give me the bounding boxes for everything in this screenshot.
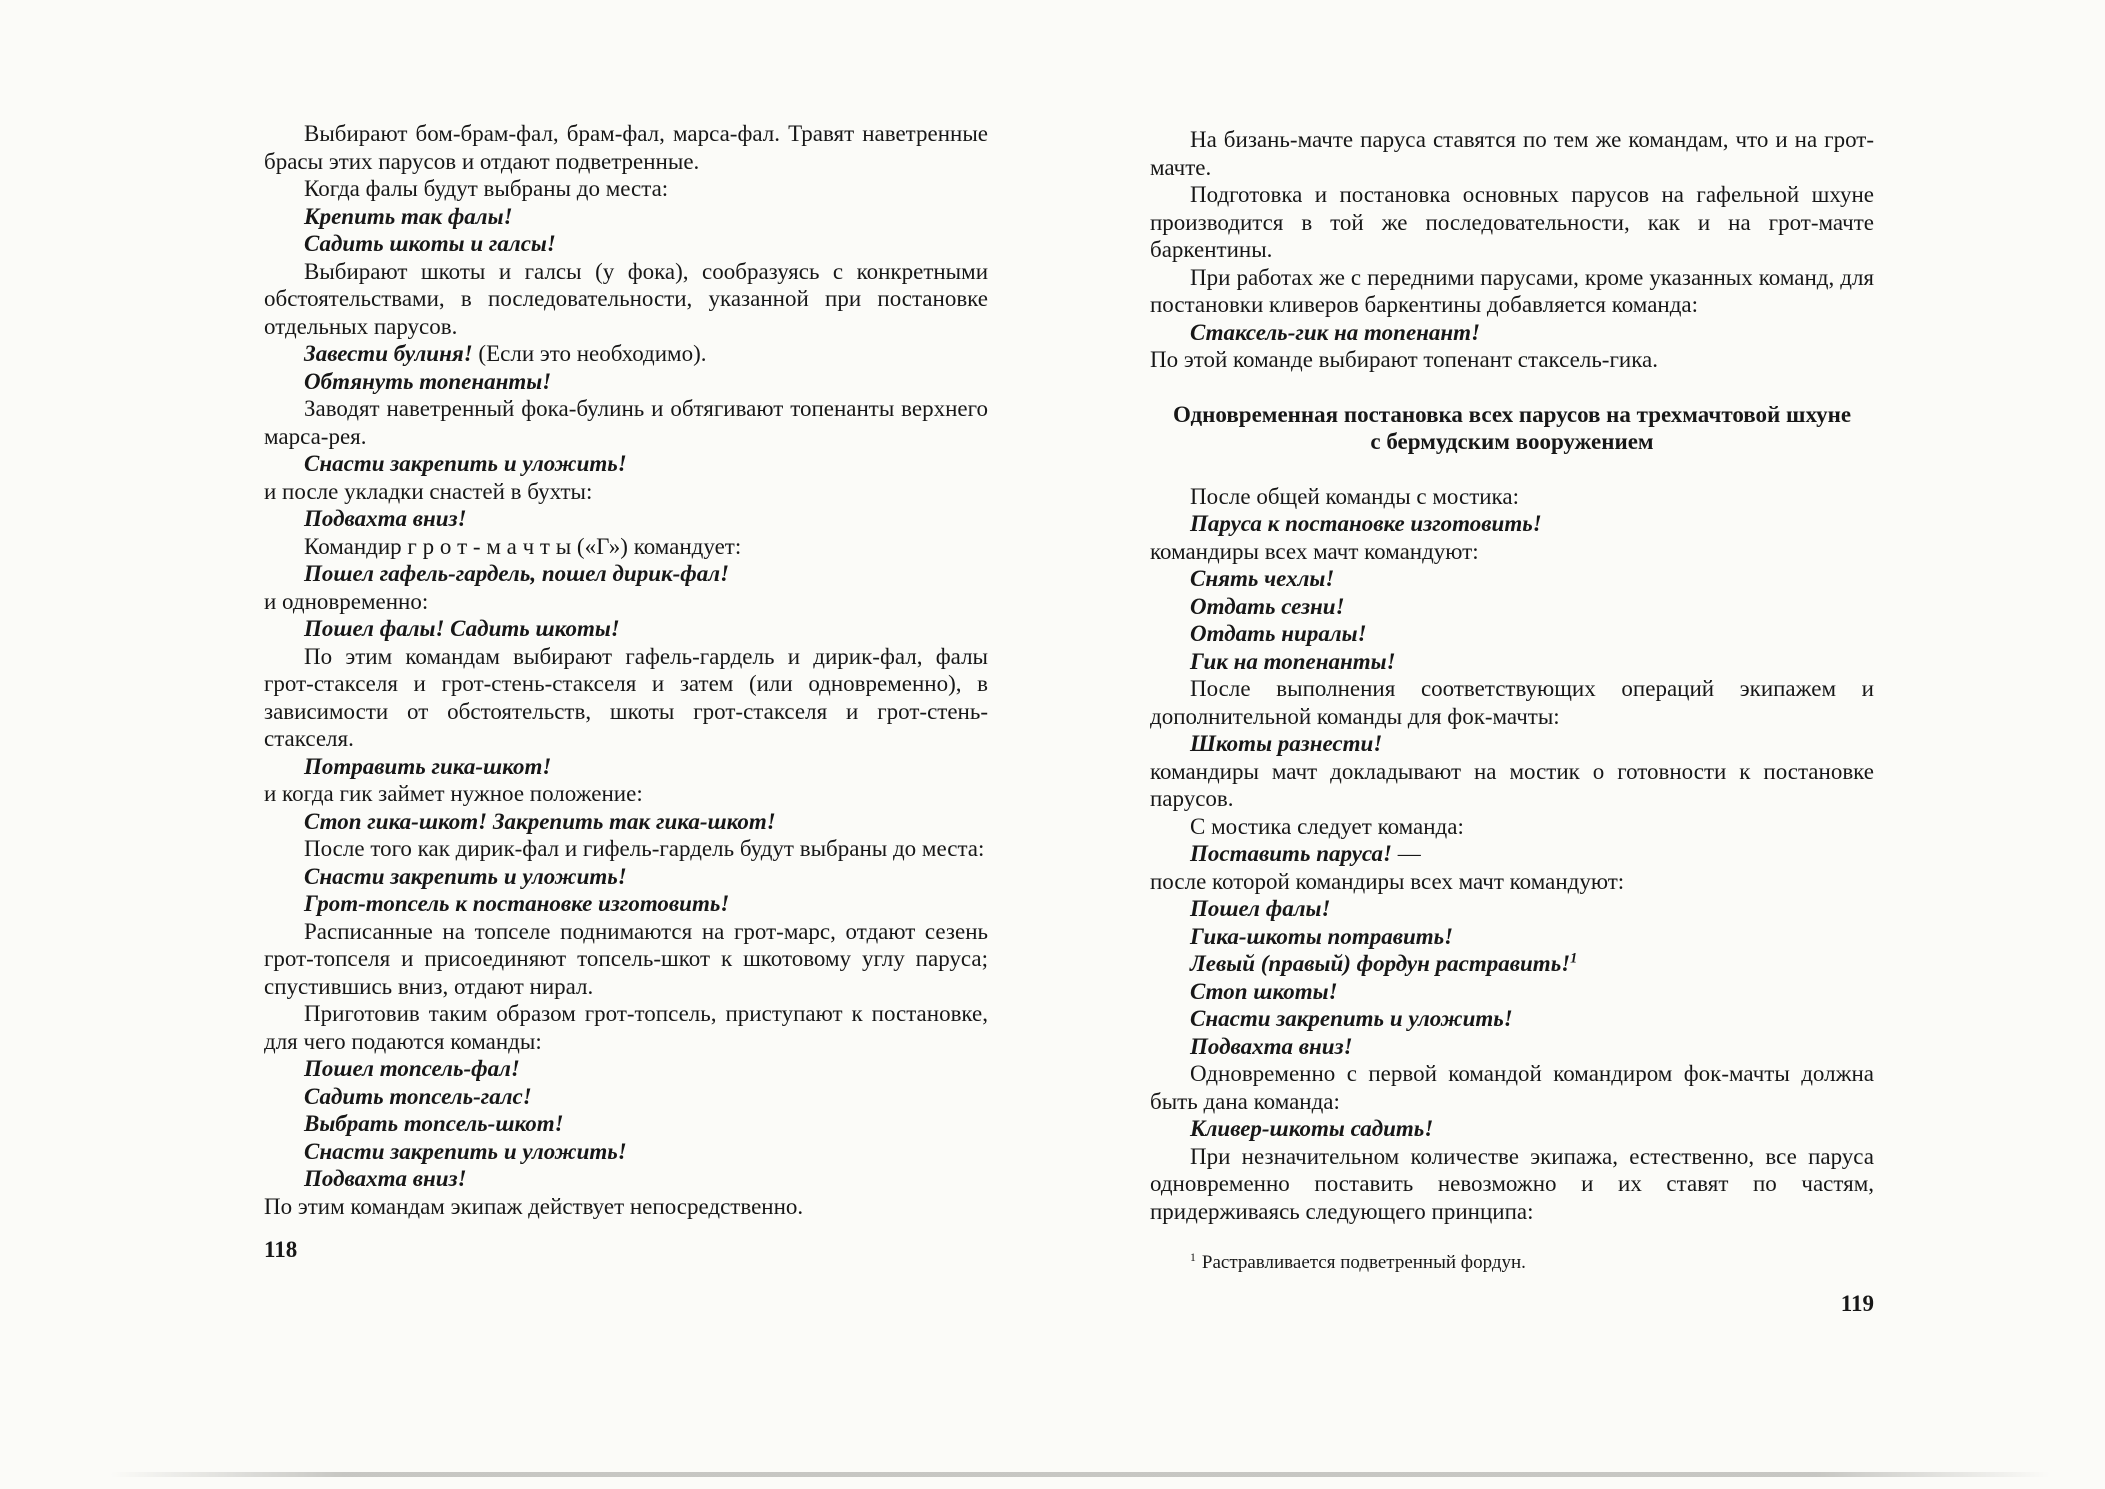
command-line: Завести булиня! (Если это необходимо). xyxy=(304,341,707,366)
page-right-text xyxy=(1150,126,1874,1225)
section-heading: Одновременная постановка всех парусов на трехмачтовой шхуне с бермудским вооружением xyxy=(1172,401,1852,454)
command-line: Потравить гика-шкот! xyxy=(304,753,552,779)
command-line: Поставить паруса! — xyxy=(1190,841,1421,866)
page-right-column xyxy=(1150,126,1874,1318)
command-line: Выбрать топсель-шкот! xyxy=(304,1111,564,1136)
command-line: Снасти закрепить и уложить! xyxy=(1190,1006,1513,1031)
body-paragraph: Приготовив таким образом грот-топсель, приступают к постановке, для чего подаются команды: xyxy=(264,1001,988,1054)
body-paragraph: Расписанные на топселе поднимаются на грот-марс, отдают сезень грот-топселя и присоединяют топсель-шкот к шкотовому углу паруса; спустившись вниз, отдают нирал. xyxy=(264,918,988,999)
command-line: Стоп шкоты! xyxy=(1190,978,1338,1004)
command-line: Садить шкоты и галсы! xyxy=(304,231,556,256)
command-line: Садить топсель-галс! xyxy=(304,1083,532,1109)
command-line: Кливер-шкоты садить! xyxy=(1190,1116,1434,1141)
command-line: Гика-шкоты потравить! xyxy=(1190,923,1454,949)
command-line: Отдать ниралы! xyxy=(1190,621,1367,646)
command-line: Снасти закрепить и уложить! xyxy=(304,863,627,889)
body-paragraph: и когда гик займет нужное положение: xyxy=(264,781,643,806)
page-number-right: 119 xyxy=(1840,1291,1874,1316)
command-line: Пошел топсель-фал! xyxy=(304,1056,520,1081)
body-paragraph: командиры всех мачт командуют: xyxy=(1150,538,1479,564)
footnote-reference: 1 xyxy=(1570,950,1578,967)
page-number-left: 118 xyxy=(264,1237,298,1262)
footnote-text: Растравливается подветренный фордун. xyxy=(1201,1252,1526,1273)
body-paragraph: Одновременно с первой командой командиром фок-мачты должна быть дана команда: xyxy=(1150,1061,1874,1114)
body-paragraph: и после укладки снастей в бухты: xyxy=(264,478,593,504)
command-line: Паруса к постановке изготовить! xyxy=(1190,511,1542,536)
command-line: Пошел гафель-гардель, пошел дирик-фал! xyxy=(304,561,730,586)
command-line: Грот-топсель к постановке изготовить! xyxy=(304,891,730,916)
footnote-marker: 1 xyxy=(1190,1250,1196,1264)
body-paragraph: После выполнения соответствующих операций экипажем и дополнительной команды для фок-мачты: xyxy=(1150,676,1874,729)
command-line: Стоп гика-шкот! Закрепить так гика-шкот! xyxy=(304,808,776,834)
command-line: Пошел фалы! xyxy=(1190,896,1331,921)
command-line: Подвахта вниз! xyxy=(304,1166,467,1191)
body-paragraph: С мостика следует команда: xyxy=(1190,813,1464,839)
body-paragraph: после которой командиры всех мачт командуют: xyxy=(1150,868,1625,894)
body-paragraph: командиры мачт докладывают на мостик о готовности к постановке парусов. xyxy=(1150,758,1874,811)
body-paragraph: По этим командам экипаж действует непосредственно. xyxy=(264,1193,804,1219)
command-line: Снасти закрепить и уложить! xyxy=(304,451,627,476)
command-line: Левый (правый) фордун растравить!$^1$ xyxy=(1190,950,1578,976)
command-line: Подвахта вниз! xyxy=(304,506,467,531)
command-line: Шкоты разнести! xyxy=(1190,731,1383,756)
scan-bottom-edge xyxy=(110,1472,2050,1477)
command-line: Снять чехлы! xyxy=(1190,566,1335,591)
command-line: Обтянуть топенанты! xyxy=(304,368,552,394)
body-paragraph: Выбирают бом-брам-фал, брам-фал, марса-фал. Травят наветренные брасы этих парусов и отдают подветренные. xyxy=(264,121,988,174)
body-paragraph: Выбирают шкоты и галсы (у фока), сообразуясь с конкретными обстоятельствами, в последовательности, указанной при постановке отдельных парусов. xyxy=(264,258,988,339)
body-paragraph: Заводят наветренный фока-булинь и обтягивают топенанты верхнего марса-рея. xyxy=(264,396,988,449)
page-left-text xyxy=(264,120,988,1220)
body-paragraph: Когда фалы будут выбраны до места: xyxy=(304,176,669,201)
body-paragraph: По этим командам выбирают гафель-гардель и дирик-фал, фалы грот-стакселя и грот-стень-стакселя и затем (или одновременно), в зависимости от обстоятельств, шкоты грот-стакселя и грот-стень-стакселя. xyxy=(264,643,988,751)
body-paragraph: и одновременно: xyxy=(264,588,429,614)
body-paragraph: После общей команды с мостика: xyxy=(1190,483,1519,509)
command-line: Снасти закрепить и уложить! xyxy=(304,1138,627,1164)
body-paragraph: Подготовка и постановка основных парусов на гафельной шхуне производится в той же последовательности, как и на грот-мачте баркентины. xyxy=(1150,182,1874,262)
body-paragraph: По этой команде выбирают топенант стаксель-гика. xyxy=(1150,347,1658,372)
body-paragraph: После того как дирик-фал и гифель-гардель будут выбраны до места: xyxy=(304,836,985,861)
command-line: Гик на топенанты! xyxy=(1190,648,1396,674)
page-left-column xyxy=(264,120,988,1264)
command-line: Отдать сезни! xyxy=(1190,593,1345,619)
body-paragraph: При незначительном количестве экипажа, естественно, все паруса одновременно поставить невозможно и их ставят по частям, придерживаясь следующего принципа: xyxy=(1150,1143,1874,1224)
command-line: Подвахта вниз! xyxy=(1190,1033,1353,1059)
body-paragraph: На бизань-мачте паруса ставятся по тем же командам, что и на грот-мачте. xyxy=(1150,127,1874,180)
command-line: Пошел фалы! Садить шкоты! xyxy=(304,616,620,641)
command-line: Крепить так фалы! xyxy=(304,203,513,229)
body-paragraph: Командир г р о т - м а ч т ы («Г») командует: xyxy=(304,533,742,559)
footnote xyxy=(1150,1251,1874,1274)
command-line: Стаксель-гик на топенант! xyxy=(1190,319,1481,345)
body-paragraph: При работах же с передними парусами, кроме указанных команд, для постановки кливеров баркентины добавляется команда: xyxy=(1150,264,1874,317)
